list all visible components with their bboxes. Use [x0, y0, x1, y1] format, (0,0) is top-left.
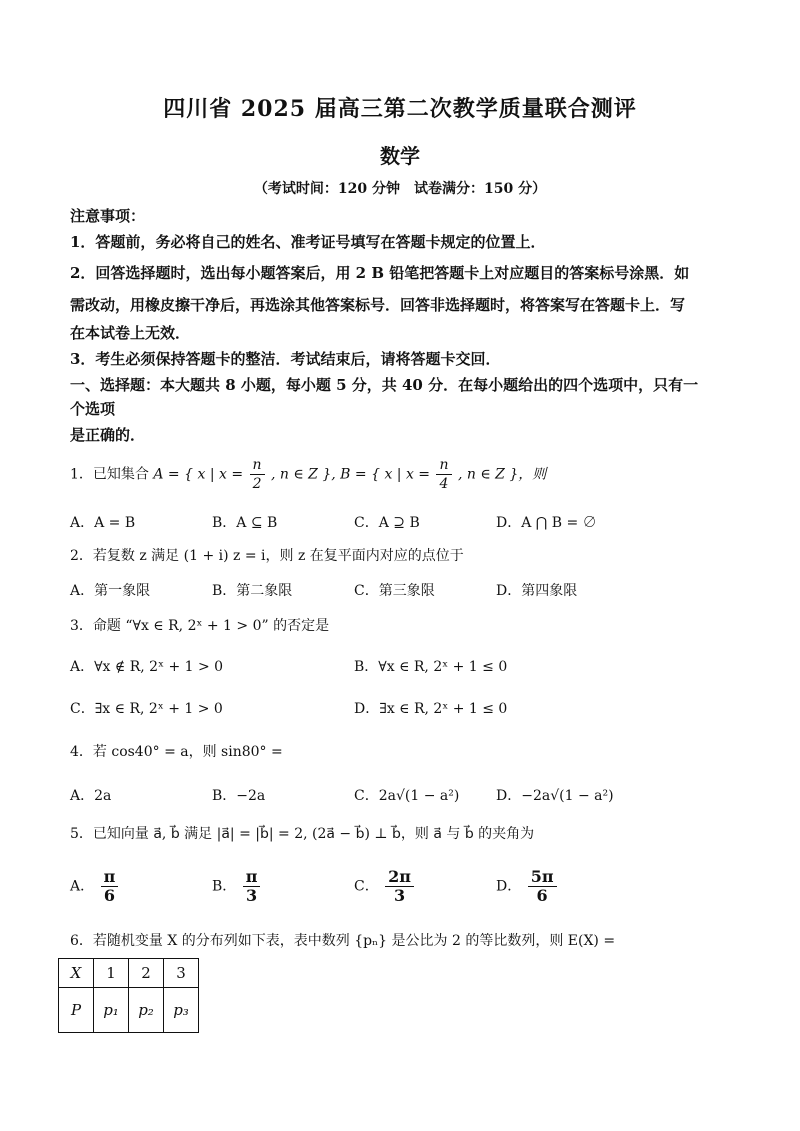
question-3-option-d: D．∃x ∈ R, 2ˣ + 1 ≤ 0 [354, 701, 508, 717]
question-4-option-c: C．2a√(1 − a²) [354, 788, 460, 804]
fraction-denominator: 3 [246, 886, 258, 905]
fraction-5pi-over-6 [528, 868, 557, 905]
notice-item-1: 1．答题前，务必将自己的姓名、准考证号填写在答题卡规定的位置上． [70, 233, 546, 251]
table-cell: 3 [164, 959, 199, 988]
fraction-2pi-over-3 [385, 868, 414, 905]
fraction-numerator: π [243, 868, 261, 887]
question-1-option-a: A．A = B [70, 515, 136, 531]
question-4-option-d: D．−2a√(1 − a²) [496, 788, 614, 804]
exam-info: （考试时间：120 分钟 试卷满分：150 分） [253, 181, 547, 197]
option-label: B． [212, 878, 237, 895]
fraction-numerator: 2π [385, 868, 414, 887]
fraction-numerator: n [250, 456, 265, 475]
question-6-stem: 6．若随机变量 X 的分布列如下表，表中数列 {pₙ} 是公比为 2 的等比数列，则 E(X) = [70, 933, 616, 949]
question-5-option-a [70, 868, 120, 905]
notice-item-2-line-3: 在本试卷上无效． [70, 324, 191, 342]
fraction-numerator: π [101, 868, 119, 887]
fraction-pi-over-3 [243, 868, 261, 905]
notice-item-3: 3．考生必须保持答题卡的整洁．考试结束后，请将答题卡交回． [70, 350, 501, 368]
table-cell: p₁ [94, 988, 129, 1033]
question-5-option-d [496, 868, 559, 905]
section1-line-1: 一、选择题：本大题共 8 小题，每小题 5 分，共 40 分．在每小题给出的四个选项中，只有一 [70, 376, 699, 394]
question-1-option-b: B．A ⊆ B [212, 515, 278, 531]
fraction-n-over-2 [250, 456, 265, 493]
fraction-denominator: 3 [394, 886, 406, 905]
fraction-denominator: 2 [252, 476, 262, 492]
option-label: C． [354, 878, 379, 895]
table-cell: 2 [129, 959, 164, 988]
fraction-n-over-4 [436, 456, 451, 493]
set-a-left: A = { x | x = [153, 466, 244, 483]
distribution-table [58, 958, 199, 1033]
exam-title: 四川省 2025 届高三第二次教学质量联合测评 [163, 96, 637, 122]
question-2-option-c: C．第三象限 [354, 583, 435, 599]
question-5-stem: 5．已知向量 a⃗, b⃗ 满足 |a⃗| = |b⃗| = 2, (2a⃗ − b⃗) ⊥ b⃗，则 a⃗ 与 b⃗ 的夹角为 [70, 826, 535, 842]
option-label: A． [70, 878, 95, 895]
option-label: D． [496, 878, 522, 895]
table-row [59, 959, 199, 988]
table-cell: p₂ [129, 988, 164, 1033]
fraction-pi-over-6 [101, 868, 119, 905]
question-3-stem: 3．命题 “∀x ∈ R, 2ˣ + 1 > 0” 的否定是 [70, 618, 330, 634]
section1-line-3: 是正确的． [70, 426, 146, 444]
question-1-stem [70, 456, 546, 493]
question-2-option-b: B．第二象限 [212, 583, 293, 599]
question-4-option-a: A．2a [70, 788, 112, 804]
fraction-denominator: 6 [536, 886, 548, 905]
question-5-option-c [354, 868, 416, 905]
question-2-option-a: A．第一象限 [70, 583, 151, 599]
fraction-numerator: 5π [528, 868, 557, 887]
question-4-option-b: B．−2a [212, 788, 266, 804]
table-cell: X [59, 959, 94, 988]
question-4-stem: 4．若 cos40° = a，则 sin80° = [70, 744, 283, 760]
fraction-denominator: 6 [103, 886, 115, 905]
notice-item-2-line-1: 2．回答选择题时，选出每小题答案后，用 2 B 铅笔把答题卡上对应题目的答案标号涂黑．如 [70, 264, 690, 282]
notice-item-2-line-2: 需改动，用橡皮擦干净后，再选涂其他答案标号．回答非选择题时，将答案写在答题卡上．写 [70, 296, 686, 314]
question-3-option-b: B．∀x ∈ R, 2ˣ + 1 ≤ 0 [354, 659, 508, 675]
subject-title: 数学 [380, 144, 420, 168]
question-2-option-d: D．第四象限 [496, 583, 578, 599]
question-3-option-a: A．∀x ∉ R, 2ˣ + 1 > 0 [70, 659, 224, 675]
fraction-numerator: n [436, 456, 451, 475]
question-1-option-d: D．A ⋂ B = ∅ [496, 515, 597, 531]
table-cell: 1 [94, 959, 129, 988]
set-b-right: , n ∈ Z }，则 [457, 466, 547, 483]
question-5-option-b [212, 868, 262, 905]
set-a-right: , n ∈ Z }, B = { x | x = [271, 466, 431, 483]
notice-heading: 注意事项： [70, 207, 146, 225]
question-1-prefix: 1．已知集合 [70, 466, 149, 483]
question-1-option-c: C．A ⊇ B [354, 515, 420, 531]
question-2-stem: 2．若复数 z 满足 (1 + i) z = i，则 z 在复平面内对应的点位于 [70, 548, 464, 564]
fraction-denominator: 4 [439, 476, 449, 492]
section1-line-2: 个选项 [70, 400, 116, 418]
table-cell: p₃ [164, 988, 199, 1033]
table-row [59, 988, 199, 1033]
question-3-option-c: C．∃x ∈ R, 2ˣ + 1 > 0 [70, 701, 223, 717]
table-cell: P [59, 988, 94, 1033]
